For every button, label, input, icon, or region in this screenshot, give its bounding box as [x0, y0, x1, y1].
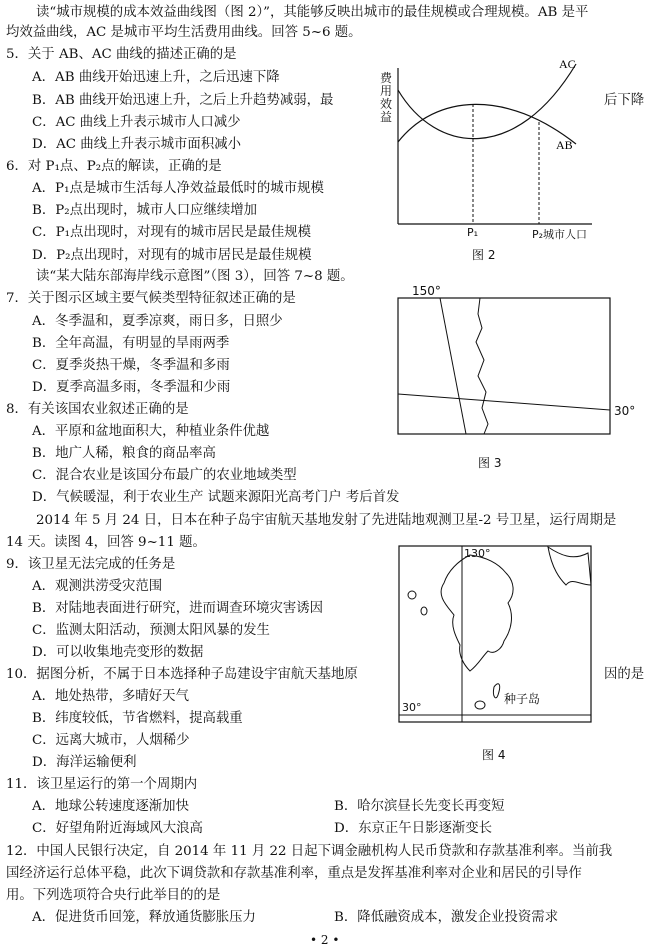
- figure-3-caption: 图 3: [478, 456, 502, 470]
- q11-option-c: C．好望角附近海域风大浪高: [32, 821, 203, 836]
- q11-option-a: A．地球公转速度逐渐加快: [32, 799, 189, 814]
- q9-option-c: C．监测太阳活动，预测太阳风暴的发生: [32, 623, 270, 638]
- q12-option-b: B．降低融资成本，激发企业投资需求: [334, 910, 559, 925]
- q12-option-a: A．促进货币回笼，释放通货膨胀压力: [32, 910, 256, 925]
- intro-9-line-1: 2014 年 5 月 24 日，日本在种子岛宇宙航天基地发射了先进陆地观测卫星-2 号卫星，运行周期是: [36, 513, 617, 528]
- island-west-1: [408, 591, 416, 599]
- figure-2-caption: 图 2: [472, 248, 496, 262]
- island-west-2: [421, 607, 427, 615]
- page-number: • 2 •: [310, 933, 340, 947]
- q8-option-c: C．混合农业是该国分布最广的农业地域类型: [32, 468, 297, 483]
- ac-label: AC: [559, 57, 576, 71]
- q12-line-2: 国经济运行总体平稳，此次下调贷款和存款基准利率，重点是发挥基准利率对企业和居民的引导作: [6, 866, 582, 881]
- q10-stem: 10．据图分析，不属于日本选择种子岛建设宇宙航天基地原: [6, 667, 358, 682]
- q6-option-c: C．P₁点出现时，对现有的城市居民是最佳规模: [32, 225, 312, 240]
- q12-line-3: 用。下列选项符合央行此举目的的是: [6, 888, 221, 903]
- intro-9-line-2: 14 天。读图 4，回答 9~11 题。: [6, 535, 206, 550]
- q5-option-a: A．AB 曲线开始迅速上升，之后迅速下降: [32, 70, 280, 85]
- q5-option-b-tail: 后下降: [604, 93, 645, 108]
- meridian-150: [440, 298, 466, 434]
- p2-label: P₂城市人口: [532, 228, 588, 241]
- tanegashima-label: 种子岛: [504, 692, 541, 706]
- ab-label: AB: [556, 138, 573, 152]
- lon-150-label: 150°: [412, 284, 441, 298]
- q5-option-b: B．AB 曲线开始迅速上升，之后上升趋势减弱，最: [32, 93, 334, 108]
- q8-stem: 8．有关该国农业叙述正确的是: [6, 402, 189, 417]
- kyushu-coast: [441, 555, 513, 671]
- yakushima-island: [475, 701, 485, 709]
- intro-7: 读“某大陆东部海岸线示意图”（图 3），回答 7~8 题。: [36, 269, 354, 284]
- q7-option-d: D．夏季高温多雨，冬季温和少雨: [32, 380, 231, 395]
- lon-130-label: 130°: [464, 547, 491, 560]
- q7-option-c: C．夏季炎热干燥，冬季温和多雨: [32, 358, 230, 373]
- q6-option-d: D．P₂点出现时，对现有的城市居民是最佳规模: [32, 248, 312, 263]
- figure-3-coastline-map: [396, 284, 652, 436]
- q12-line-1: 12．中国人民银行决定，自 2014 年 11 月 22 日起下调金融机构人民币贷款和存款基准利率。当前我: [6, 844, 613, 859]
- figure-4-caption: 图 4: [482, 748, 506, 762]
- figure-4-kyushu-map: [398, 545, 594, 723]
- ac-curve: [398, 64, 576, 139]
- q11-stem: 11．该卫星运行的第一个周期内: [6, 777, 198, 792]
- q7-option-b: B．全年高温，有明显的旱雨两季: [32, 336, 230, 351]
- q10-option-c: C．远离大城市，人烟稀少: [32, 733, 190, 748]
- p1-label: P₁: [467, 226, 479, 239]
- q8-option-a: A．平原和盆地面积大，种植业条件优越: [32, 424, 270, 439]
- intro-5-line-2: 均效益曲线，AC 是城市平均生活费用曲线。回答 5~6 题。: [6, 25, 362, 40]
- honshu-coast: [548, 547, 591, 585]
- q8-option-b: B．地广人稀，粮食的商品率高: [32, 446, 216, 461]
- q9-option-b: B．对陆地表面进行研究，进而调查环境灾害诱因: [32, 601, 324, 616]
- q6-option-b: B．P₂点出现时，城市人口应继续增加: [32, 203, 258, 218]
- q11-option-b: B．哈尔滨昼长先变长再变短: [334, 799, 505, 814]
- intro-5-line-1: 读“城市规模的成本效益曲线图（图 2）”，其能够反映出城市的最佳规模或合理规模。AB 是平: [36, 5, 589, 20]
- q10-stem-tail: 因的是: [604, 667, 645, 682]
- figure-2-cost-benefit-chart: [376, 54, 600, 240]
- parallel-30: [398, 394, 610, 410]
- q9-option-a: A．观测洪涝受灾范围: [32, 579, 163, 594]
- q10-option-a: A．地处热带，多晴好天气: [32, 689, 189, 704]
- tanegashima-island: [493, 684, 499, 698]
- lat-30-label: 30°: [402, 701, 422, 714]
- lat-30-label: 30°: [614, 404, 636, 418]
- q7-option-a: A．冬季温和，夏季凉爽，雨日多，日照少: [32, 314, 283, 329]
- coastline: [476, 298, 488, 434]
- q5-option-c: C．AC 曲线上升表示城市人口减少: [32, 115, 241, 130]
- q7-stem: 7．关于图示区域主要气候类型特征叙述正确的是: [6, 291, 296, 306]
- q11-option-d: D．东京正午日影逐渐变长: [334, 821, 493, 836]
- q6-stem: 6．对 P₁点、P₂点的解读，正确的是: [6, 159, 222, 174]
- q10-option-b: B．纬度较低，节省燃料，提高载重: [32, 711, 243, 726]
- q8-option-d: D．气候暖湿，利于农业生产 试题来源阳光高考门户 考后首发: [32, 490, 400, 505]
- q9-option-d: D．可以收集地壳变形的数据: [32, 645, 204, 660]
- q5-stem: 5．关于 AB、AC 曲线的描述正确的是: [6, 47, 237, 62]
- q9-stem: 9．该卫星无法完成的任务是: [6, 557, 176, 572]
- q10-option-d: D．海洋运输便利: [32, 755, 137, 770]
- q6-option-a: A．P₁点是城市生活每人净效益最低时的城市规模: [32, 181, 324, 196]
- q5-option-d: D．AC 曲线上升表示城市面积减小: [32, 137, 241, 152]
- figure-2-y-axis-label: 费 用 效 益: [380, 71, 393, 124]
